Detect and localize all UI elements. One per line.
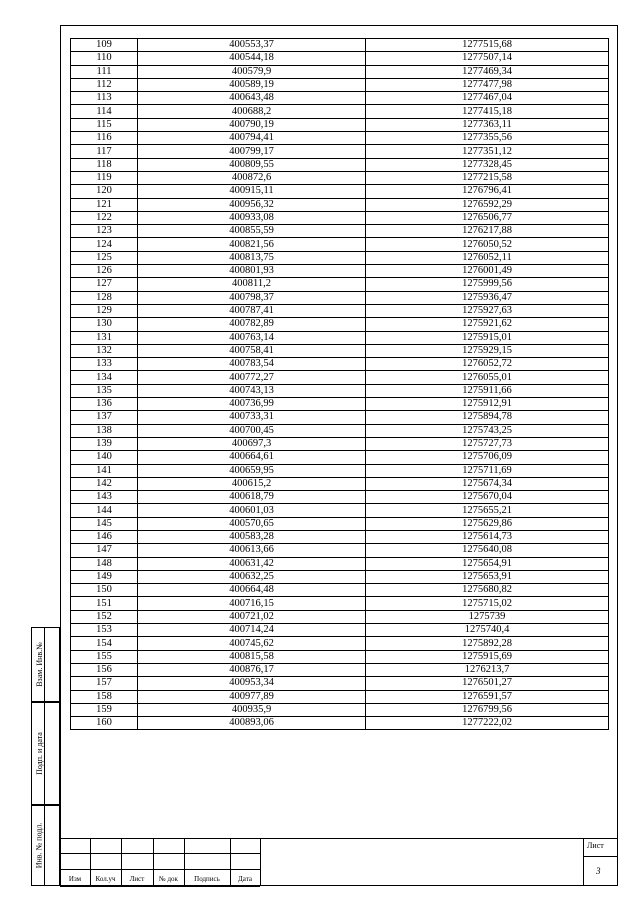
table-row	[71, 650, 609, 663]
y-coordinate-cell: 1275629,86	[366, 517, 609, 530]
y-coordinate-cell: 1275911,66	[366, 384, 609, 397]
point-number-cell: 118	[71, 158, 138, 171]
x-coordinate-cell: 400716,15	[138, 597, 366, 610]
point-number-cell: 145	[71, 517, 138, 530]
x-coordinate-cell: 400579,9	[138, 65, 366, 78]
table-row	[71, 78, 609, 91]
table-row	[71, 530, 609, 543]
point-number-cell: 112	[71, 78, 138, 91]
point-number-cell: 131	[71, 331, 138, 344]
table-row	[71, 238, 609, 251]
table-row	[71, 717, 609, 730]
x-coordinate-cell: 400664,61	[138, 451, 366, 464]
point-number-cell: 157	[71, 677, 138, 690]
y-coordinate-cell: 1275929,15	[366, 344, 609, 357]
y-coordinate-cell: 1276055,01	[366, 371, 609, 384]
table-row	[71, 624, 609, 637]
y-coordinate-cell: 1276001,49	[366, 265, 609, 278]
table-row	[71, 703, 609, 716]
side-label-replacement-inv: Взам. Инв.№	[34, 642, 44, 687]
point-number-cell: 129	[71, 304, 138, 317]
x-coordinate-cell: 400631,42	[138, 557, 366, 570]
table-row	[71, 225, 609, 238]
x-coordinate-cell: 400915,11	[138, 185, 366, 198]
x-coordinate-cell: 400601,03	[138, 504, 366, 517]
point-number-cell: 126	[71, 265, 138, 278]
table-row	[71, 398, 609, 411]
y-coordinate-cell: 1276799,56	[366, 703, 609, 716]
y-coordinate-cell: 1277507,14	[366, 52, 609, 65]
y-coordinate-cell: 1275894,78	[366, 411, 609, 424]
x-coordinate-cell: 400589,19	[138, 78, 366, 91]
table-row	[71, 424, 609, 437]
side-stamp-original-inv	[31, 805, 60, 886]
table-row	[71, 437, 609, 450]
point-number-cell: 136	[71, 398, 138, 411]
y-coordinate-cell: 1275674,34	[366, 477, 609, 490]
point-number-cell: 138	[71, 424, 138, 437]
point-number-cell: 159	[71, 703, 138, 716]
x-coordinate-cell: 400745,62	[138, 637, 366, 650]
x-coordinate-cell: 400570,65	[138, 517, 366, 530]
table-row	[71, 105, 609, 118]
table-row	[71, 570, 609, 583]
y-coordinate-cell: 1276052,11	[366, 251, 609, 264]
coordinates-table-body	[71, 39, 609, 730]
y-coordinate-cell: 1275654,91	[366, 557, 609, 570]
x-coordinate-cell: 400583,28	[138, 530, 366, 543]
y-coordinate-cell: 1276501,27	[366, 677, 609, 690]
point-number-cell: 135	[71, 384, 138, 397]
x-coordinate-cell: 400794,41	[138, 132, 366, 145]
point-number-cell: 143	[71, 491, 138, 504]
x-coordinate-cell: 400790,19	[138, 118, 366, 131]
point-number-cell: 154	[71, 637, 138, 650]
point-number-cell: 116	[71, 132, 138, 145]
y-coordinate-cell: 1277515,68	[366, 39, 609, 52]
y-coordinate-cell: 1277415,18	[366, 105, 609, 118]
table-row	[71, 171, 609, 184]
table-row	[71, 557, 609, 570]
caption-kol-uch: Кол.уч	[95, 875, 116, 883]
x-coordinate-cell: 400721,02	[138, 610, 366, 623]
point-number-cell: 149	[71, 570, 138, 583]
table-row	[71, 451, 609, 464]
y-coordinate-cell: 1277363,11	[366, 118, 609, 131]
y-coordinate-cell: 1276591,57	[366, 690, 609, 703]
table-row	[71, 411, 609, 424]
x-coordinate-cell: 400700,45	[138, 424, 366, 437]
point-number-cell: 119	[71, 171, 138, 184]
table-row	[71, 251, 609, 264]
table-row	[71, 304, 609, 317]
table-row	[71, 291, 609, 304]
x-coordinate-cell: 400758,41	[138, 344, 366, 357]
point-number-cell: 127	[71, 278, 138, 291]
y-coordinate-cell: 1275670,04	[366, 491, 609, 504]
y-coordinate-cell: 1277222,02	[366, 717, 609, 730]
y-coordinate-cell: 1275915,01	[366, 331, 609, 344]
y-coordinate-cell: 1275915,69	[366, 650, 609, 663]
table-row	[71, 318, 609, 331]
x-coordinate-cell: 400977,89	[138, 690, 366, 703]
x-coordinate-cell: 400615,2	[138, 477, 366, 490]
point-number-cell: 120	[71, 185, 138, 198]
y-coordinate-cell: 1277469,34	[366, 65, 609, 78]
x-coordinate-cell: 400809,55	[138, 158, 366, 171]
x-coordinate-cell: 400787,41	[138, 304, 366, 317]
x-coordinate-cell: 400697,3	[138, 437, 366, 450]
point-number-cell: 111	[71, 65, 138, 78]
point-number-cell: 130	[71, 318, 138, 331]
point-number-cell: 121	[71, 198, 138, 211]
x-coordinate-cell: 400643,48	[138, 92, 366, 105]
y-coordinate-cell: 1275640,08	[366, 544, 609, 557]
y-coordinate-cell: 1277477,98	[366, 78, 609, 91]
point-number-cell: 114	[71, 105, 138, 118]
y-coordinate-cell: 1275739	[366, 610, 609, 623]
point-number-cell: 147	[71, 544, 138, 557]
table-row	[71, 211, 609, 224]
x-coordinate-cell: 400815,58	[138, 650, 366, 663]
x-coordinate-cell: 400613,66	[138, 544, 366, 557]
caption-izm: Изм	[68, 875, 82, 883]
point-number-cell: 110	[71, 52, 138, 65]
y-coordinate-cell: 1275727,73	[366, 437, 609, 450]
table-row	[71, 544, 609, 557]
x-coordinate-cell: 400872,6	[138, 171, 366, 184]
table-row	[71, 464, 609, 477]
y-coordinate-cell: 1276050,52	[366, 238, 609, 251]
table-row	[71, 145, 609, 158]
point-number-cell: 142	[71, 477, 138, 490]
y-coordinate-cell: 1276213,7	[366, 663, 609, 676]
y-coordinate-cell: 1275653,91	[366, 570, 609, 583]
y-coordinate-cell: 1275921,62	[366, 318, 609, 331]
point-number-cell: 153	[71, 624, 138, 637]
table-row	[71, 517, 609, 530]
caption-signature: Подпись	[194, 875, 220, 883]
point-number-cell: 158	[71, 690, 138, 703]
table-row	[71, 52, 609, 65]
table-row	[71, 384, 609, 397]
table-row	[71, 477, 609, 490]
x-coordinate-cell: 400553,37	[138, 39, 366, 52]
point-number-cell: 152	[71, 610, 138, 623]
x-coordinate-cell: 400618,79	[138, 491, 366, 504]
side-stamp-signature-date	[31, 702, 60, 805]
y-coordinate-cell: 1275706,09	[366, 451, 609, 464]
x-coordinate-cell: 400544,18	[138, 52, 366, 65]
point-number-cell: 148	[71, 557, 138, 570]
x-coordinate-cell: 400688,2	[138, 105, 366, 118]
table-row	[71, 677, 609, 690]
table-row	[71, 358, 609, 371]
table-row	[71, 504, 609, 517]
y-coordinate-cell: 1275936,47	[366, 291, 609, 304]
table-row	[71, 690, 609, 703]
y-coordinate-cell: 1277355,56	[366, 132, 609, 145]
y-coordinate-cell: 1276217,88	[366, 225, 609, 238]
table-row	[71, 92, 609, 105]
y-coordinate-cell: 1275999,56	[366, 278, 609, 291]
point-number-cell: 141	[71, 464, 138, 477]
x-coordinate-cell: 400763,14	[138, 331, 366, 344]
y-coordinate-cell: 1275892,28	[366, 637, 609, 650]
x-coordinate-cell: 400714,24	[138, 624, 366, 637]
point-number-cell: 128	[71, 291, 138, 304]
point-number-cell: 123	[71, 225, 138, 238]
point-number-cell: 151	[71, 597, 138, 610]
side-label-original-inv: Инв. № подл.	[34, 822, 44, 869]
table-row	[71, 278, 609, 291]
point-number-cell: 134	[71, 371, 138, 384]
point-number-cell: 137	[71, 411, 138, 424]
caption-date: Дата	[238, 875, 252, 883]
y-coordinate-cell: 1277328,45	[366, 158, 609, 171]
point-number-cell: 125	[71, 251, 138, 264]
y-coordinate-cell: 1275680,82	[366, 584, 609, 597]
point-number-cell: 140	[71, 451, 138, 464]
x-coordinate-cell: 400801,93	[138, 265, 366, 278]
x-coordinate-cell: 400821,56	[138, 238, 366, 251]
y-coordinate-cell: 1276506,77	[366, 211, 609, 224]
x-coordinate-cell: 400733,31	[138, 411, 366, 424]
x-coordinate-cell: 400772,27	[138, 371, 366, 384]
y-coordinate-cell: 1275711,69	[366, 464, 609, 477]
x-coordinate-cell: 400855,59	[138, 225, 366, 238]
point-number-cell: 133	[71, 358, 138, 371]
x-coordinate-cell: 400953,34	[138, 677, 366, 690]
x-coordinate-cell: 400736,99	[138, 398, 366, 411]
point-number-cell: 132	[71, 344, 138, 357]
sheet-number: 3	[596, 866, 601, 876]
table-row	[71, 185, 609, 198]
x-coordinate-cell: 400893,06	[138, 717, 366, 730]
x-coordinate-cell: 400782,89	[138, 318, 366, 331]
table-row	[71, 39, 609, 52]
y-coordinate-cell: 1275927,63	[366, 304, 609, 317]
caption-list: Лист	[129, 875, 145, 883]
table-row	[71, 118, 609, 131]
x-coordinate-cell: 400798,37	[138, 291, 366, 304]
table-row	[71, 65, 609, 78]
y-coordinate-cell: 1275614,73	[366, 530, 609, 543]
point-number-cell: 115	[71, 118, 138, 131]
point-number-cell: 122	[71, 211, 138, 224]
y-coordinate-cell: 1276592,29	[366, 198, 609, 211]
y-coordinate-cell: 1277467,04	[366, 92, 609, 105]
y-coordinate-cell: 1276796,41	[366, 185, 609, 198]
table-row	[71, 158, 609, 171]
x-coordinate-cell: 400956,32	[138, 198, 366, 211]
coordinates-table	[70, 38, 609, 730]
point-number-cell: 117	[71, 145, 138, 158]
point-number-cell: 150	[71, 584, 138, 597]
point-number-cell: 113	[71, 92, 138, 105]
side-stamp-replacement-inv	[31, 627, 60, 702]
table-row	[71, 584, 609, 597]
table-row	[71, 597, 609, 610]
table-row	[71, 610, 609, 623]
x-coordinate-cell: 400659,95	[138, 464, 366, 477]
table-row	[71, 491, 609, 504]
table-row	[71, 371, 609, 384]
x-coordinate-cell: 400799,17	[138, 145, 366, 158]
point-number-cell: 155	[71, 650, 138, 663]
x-coordinate-cell: 400813,75	[138, 251, 366, 264]
point-number-cell: 160	[71, 717, 138, 730]
x-coordinate-cell: 400783,54	[138, 358, 366, 371]
x-coordinate-cell: 400664,48	[138, 584, 366, 597]
table-row	[71, 265, 609, 278]
y-coordinate-cell: 1277351,12	[366, 145, 609, 158]
y-coordinate-cell: 1275655,21	[366, 504, 609, 517]
y-coordinate-cell: 1275740,4	[366, 624, 609, 637]
x-coordinate-cell: 400811,2	[138, 278, 366, 291]
x-coordinate-cell: 400935,9	[138, 703, 366, 716]
y-coordinate-cell: 1275715,02	[366, 597, 609, 610]
point-number-cell: 139	[71, 437, 138, 450]
table-row	[71, 331, 609, 344]
y-coordinate-cell: 1276052,72	[366, 358, 609, 371]
x-coordinate-cell: 400933,08	[138, 211, 366, 224]
sheet-label: Лист	[587, 841, 604, 850]
table-row	[71, 344, 609, 357]
table-row	[71, 198, 609, 211]
caption-doc-number: № док	[159, 875, 178, 883]
x-coordinate-cell: 400876,17	[138, 663, 366, 676]
table-row	[71, 663, 609, 676]
x-coordinate-cell: 400632,25	[138, 570, 366, 583]
side-label-signature-date: Подп. и дата	[34, 732, 44, 775]
y-coordinate-cell: 1275912,91	[366, 398, 609, 411]
title-block	[60, 838, 618, 886]
x-coordinate-cell: 400743,13	[138, 384, 366, 397]
point-number-cell: 124	[71, 238, 138, 251]
point-number-cell: 109	[71, 39, 138, 52]
point-number-cell: 144	[71, 504, 138, 517]
table-row	[71, 637, 609, 650]
table-row	[71, 132, 609, 145]
y-coordinate-cell: 1277215,58	[366, 171, 609, 184]
point-number-cell: 156	[71, 663, 138, 676]
point-number-cell: 146	[71, 530, 138, 543]
y-coordinate-cell: 1275743,25	[366, 424, 609, 437]
